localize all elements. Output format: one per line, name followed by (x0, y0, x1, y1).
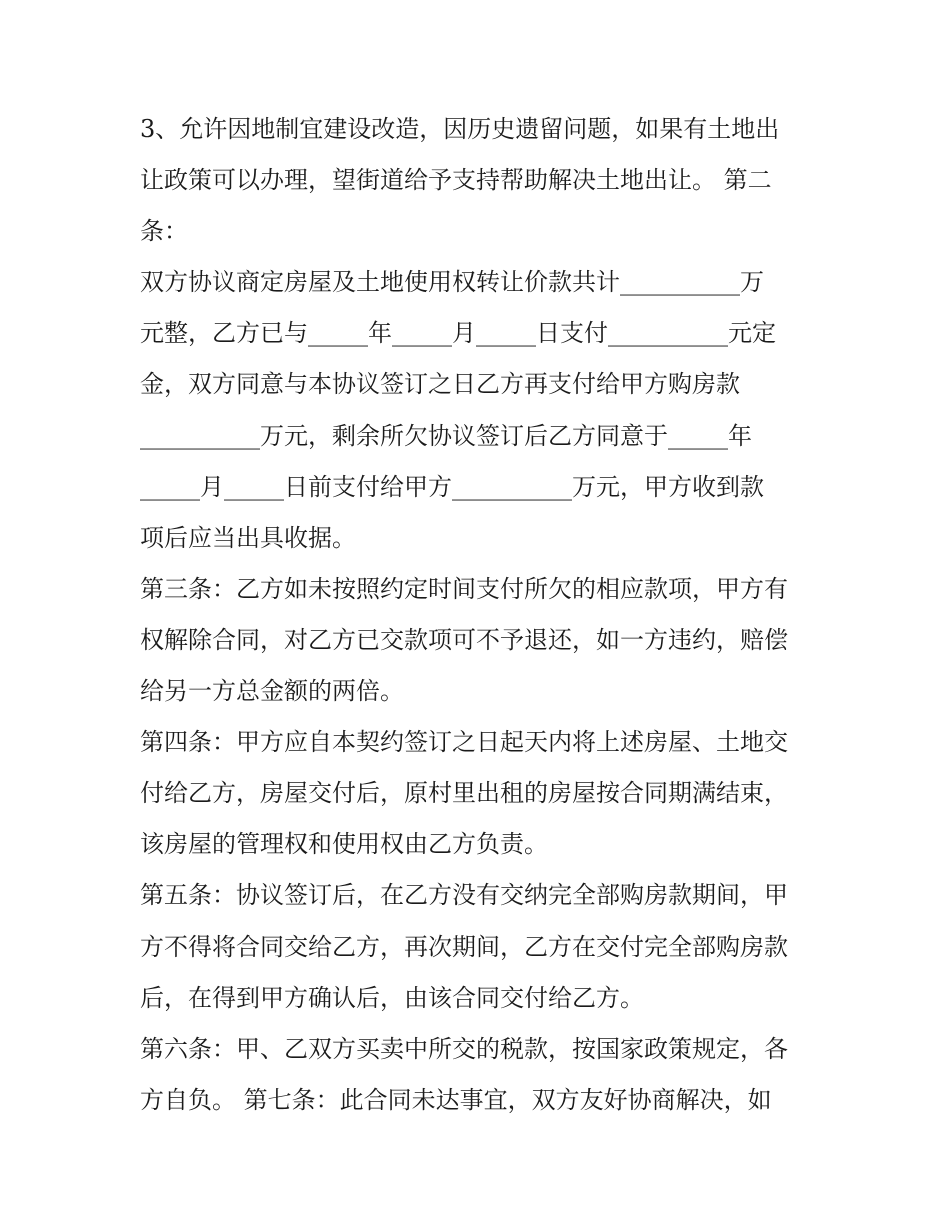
text-line: __________万元，剩余所欠协议签订后乙方同意于_____年 (140, 421, 752, 450)
text-line: 第六条：甲、乙双方买卖中所交的税款，按国家政策规定，各 (140, 1034, 788, 1063)
text-line: 第五条：协议签订后，在乙方没有交纳完全部购房款期间，甲 (140, 881, 788, 910)
text-line: 该房屋的管理权和使用权由乙方负责。 (140, 830, 548, 859)
text-line: 3、允许因地制宜建设改造，因历史遗留问题，如果有土地出 (140, 115, 780, 143)
text-line: 让政策可以办理，望街道给予支持帮助解决土地出让。 第二 (140, 166, 772, 195)
contract-body-text (140, 104, 820, 1126)
text-line: 权解除合同，对乙方已交款项可不予退还，如一方违约，赔偿 (140, 625, 788, 654)
text-line: 方自负。 第七条：此合同未达事宜，双方友好协商解决，如 (140, 1085, 772, 1114)
text-line: 付给乙方，房屋交付后，原村里出租的房屋按合同期满结束， (140, 779, 788, 808)
text-line: _____月_____日前支付给甲方__________万元，甲方收到款 (140, 472, 764, 501)
text-line: 项后应当出具收据。 (140, 523, 356, 552)
text-line: 第四条：甲方应自本契约签订之日起天内将上述房屋、土地交 (140, 728, 788, 757)
text-line: 后，在得到甲方确认后，由该合同交付给乙方。 (140, 983, 644, 1012)
text-line: 方不得将合同交给乙方，再次期间，乙方在交付完全部购房款 (140, 932, 788, 961)
text-line: 金，双方同意与本协议签订之日乙方再支付给甲方购房款 (140, 370, 740, 399)
text-line: 条： (140, 217, 188, 246)
text-line: 元整，乙方已与_____年_____月_____日支付__________元定 (140, 319, 776, 348)
text-line: 给另一方总金额的两倍。 (140, 677, 404, 706)
text-line: 双方协议商定房屋及土地使用权转让价款共计__________万 (140, 268, 764, 297)
text-line: 第三条：乙方如未按照约定时间支付所欠的相应款项，甲方有 (140, 574, 788, 603)
